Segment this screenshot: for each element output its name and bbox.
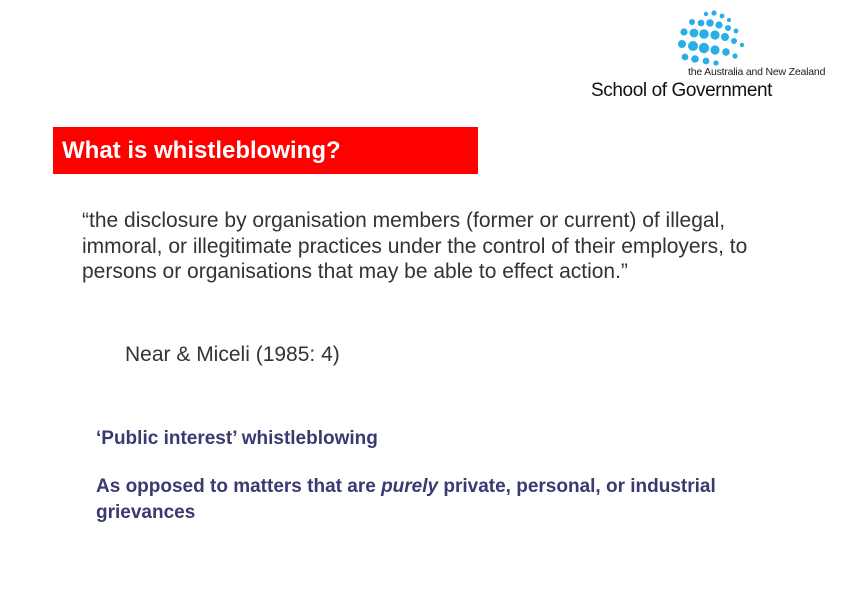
logo-dot [689, 19, 695, 25]
logo-dot [731, 38, 737, 44]
logo-dot [711, 10, 716, 15]
paragraph-text-start: As opposed to matters that are [96, 476, 382, 497]
logo-dot [710, 30, 719, 39]
logo-dot [727, 18, 731, 22]
logo-dot [688, 41, 698, 51]
logo-dot [698, 20, 705, 27]
logo-dot [722, 48, 730, 56]
explanation-paragraph [96, 474, 716, 526]
logo-dot [710, 45, 719, 54]
logo-dot [691, 55, 699, 63]
logo-dot [682, 54, 689, 61]
paragraph-emphasis: purely [381, 476, 439, 497]
logo-dot [678, 40, 686, 48]
logo-dot [720, 14, 725, 19]
logo-dot [703, 58, 710, 65]
citation: Near & Miceli (1985: 4) [125, 343, 340, 366]
logo-tagline: the Australia and New Zealand [688, 66, 826, 78]
logo-dot [721, 33, 729, 41]
paragraph-text-end: private, personal, or industrial grievances [96, 476, 716, 523]
slide-title: What is whistleblowing? [62, 137, 341, 164]
slide-title-banner [53, 127, 478, 174]
logo-dot [699, 43, 709, 53]
subheading: ‘Public interest’ whistleblowing [96, 428, 378, 449]
logo-dot [713, 60, 718, 65]
logo-dot [734, 29, 739, 34]
definition-quote: “the disclosure by organisation members (former or current) of illegal, immoral, or illegitimate practices under the control of their employers, to persons or organisations that may be able to effect action.” [82, 209, 748, 283]
logo-dot [704, 12, 708, 16]
logo-dot [725, 25, 731, 31]
logo-dot [732, 53, 737, 58]
logo-dot [699, 29, 709, 39]
logo-name: School of Government [591, 80, 773, 101]
logo-dot [740, 43, 744, 47]
logo-dot [706, 19, 714, 27]
school-logo [588, 8, 828, 100]
logo-dot [690, 29, 699, 38]
logo-dot [680, 28, 687, 35]
logo-dot [715, 21, 722, 28]
